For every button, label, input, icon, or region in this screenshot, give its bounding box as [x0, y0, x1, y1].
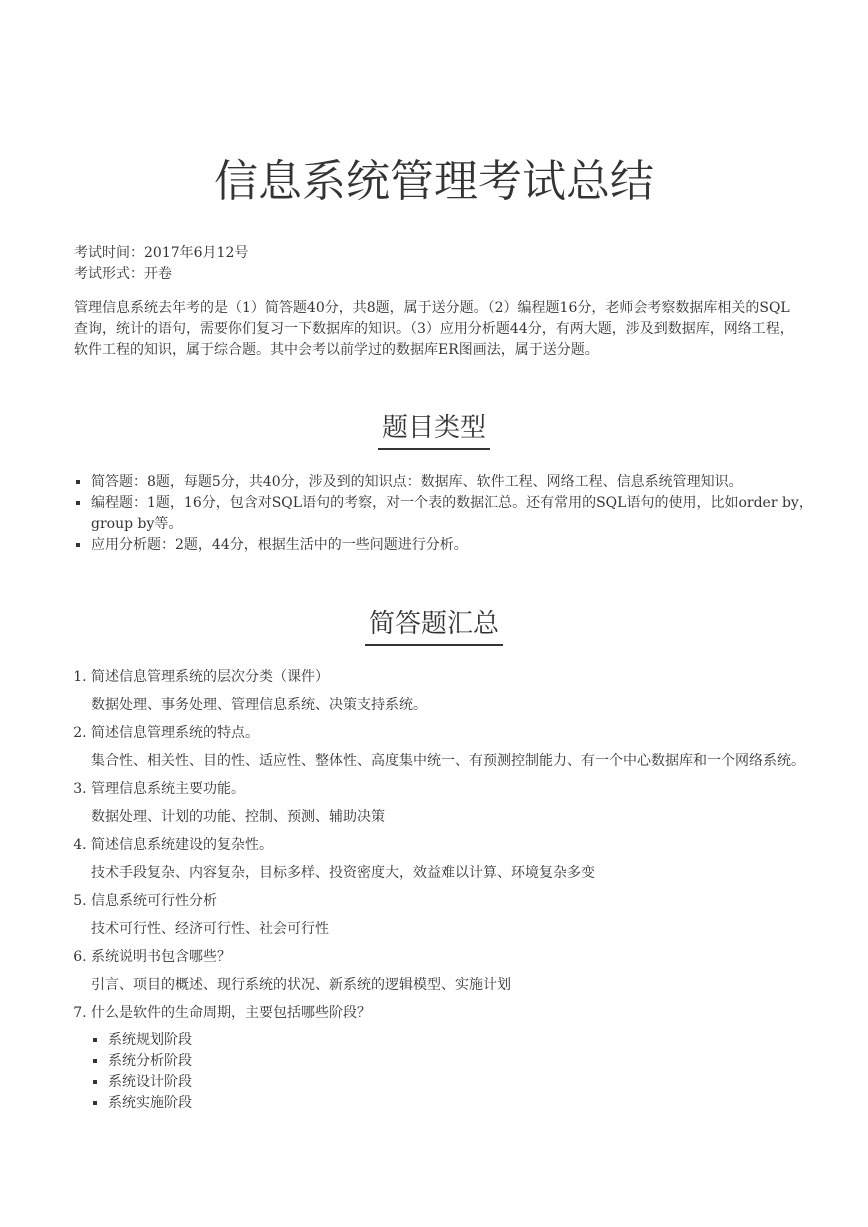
list-item: ▪ 系统实施阶段: [108, 1093, 813, 1114]
section-heading-qa-text: 简答题汇总: [365, 606, 503, 646]
question-text: 5. 信息系统可行性分析: [91, 893, 217, 909]
answer-text: 集合性、相关性、目的性、适应性、整体性、高度集中统一、有预测控制能力、有一个中心数据库和一个网络系统。: [91, 753, 805, 769]
list-item: ▪ 编程题：1题，16分，包含对SQL语句的考察，对一个表的数据汇总。还有常用的SQL语句的使用，比如order by，group by等。: [91, 493, 813, 535]
section-heading-qa: [0, 606, 868, 646]
list-item: ▪ 应用分析题：2题，44分，根据生活中的一些问题进行分析。: [91, 535, 813, 556]
question-text: 7. 什么是软件的生命周期，主要包括哪些阶段？: [91, 1005, 371, 1021]
exam-time: 考试时间：2017年6月12号: [74, 245, 249, 261]
list-item: ▪ 系统规划阶段: [108, 1030, 813, 1051]
question-types-list: [74, 472, 813, 556]
list-item: ▪ 系统分析阶段: [108, 1051, 813, 1072]
short-answer-list: [74, 667, 813, 1121]
section-heading-types-text: 题目类型: [378, 410, 490, 450]
question-text: 6. 系统说明书包含哪些？: [91, 949, 231, 965]
qa-item: [91, 1003, 813, 1114]
exam-form: 考试形式：开卷: [74, 266, 172, 282]
qa-item: [91, 779, 813, 828]
section-heading-types: [0, 410, 868, 450]
question-text: 1. 简述信息管理系统的层次分类（课件）: [91, 669, 329, 685]
exam-meta: [74, 243, 248, 285]
qa-item: [91, 947, 813, 996]
question-text: 3. 管理信息系统主要功能。: [91, 781, 245, 797]
qa-item: [91, 667, 813, 716]
qa-item: [91, 723, 813, 772]
list-item: ▪ 简答题：8题，每题5分，共40分，涉及到的知识点：数据库、软件工程、网络工程、信息系统管理知识。: [91, 472, 813, 493]
list-item: ▪ 系统设计阶段: [108, 1072, 813, 1093]
answer-text: 数据处理、事务处理、管理信息系统、决策支持系统。: [91, 697, 427, 713]
lifecycle-stages-list: [91, 1030, 813, 1114]
answer-text: 数据处理、计划的功能、控制、预测、辅助决策: [91, 809, 385, 825]
qa-item: [91, 835, 813, 884]
intro-paragraph: 管理信息系统去年考的是（1）简答题40分，共8题，属于送分题。（2）编程题16分，老师会考察数据库相关的SQL查询，统计的语句，需要你们复习一下数据库的知识。（3）应用分析题44分，有两大题，涉及到数据库，网络工程，软件工程的知识，属于综合题。其中会考以前学过的数据库ER图画法，属于送分题。: [74, 300, 794, 358]
answer-text: 引言、项目的概述、现行系统的状况、新系统的逻辑模型、实施计划: [91, 977, 511, 993]
answer-text: 技术手段复杂、内容复杂，目标多样、投资密度大，效益难以计算、环境复杂多变: [91, 865, 595, 881]
question-text: 2. 简述信息管理系统的特点。: [91, 725, 259, 741]
answer-text: 技术可行性、经济可行性、社会可行性: [91, 921, 329, 937]
page-title: 信息系统管理考试总结: [214, 156, 654, 207]
qa-item: [91, 891, 813, 940]
question-text: 4. 简述信息系统建设的复杂性。: [91, 837, 273, 853]
